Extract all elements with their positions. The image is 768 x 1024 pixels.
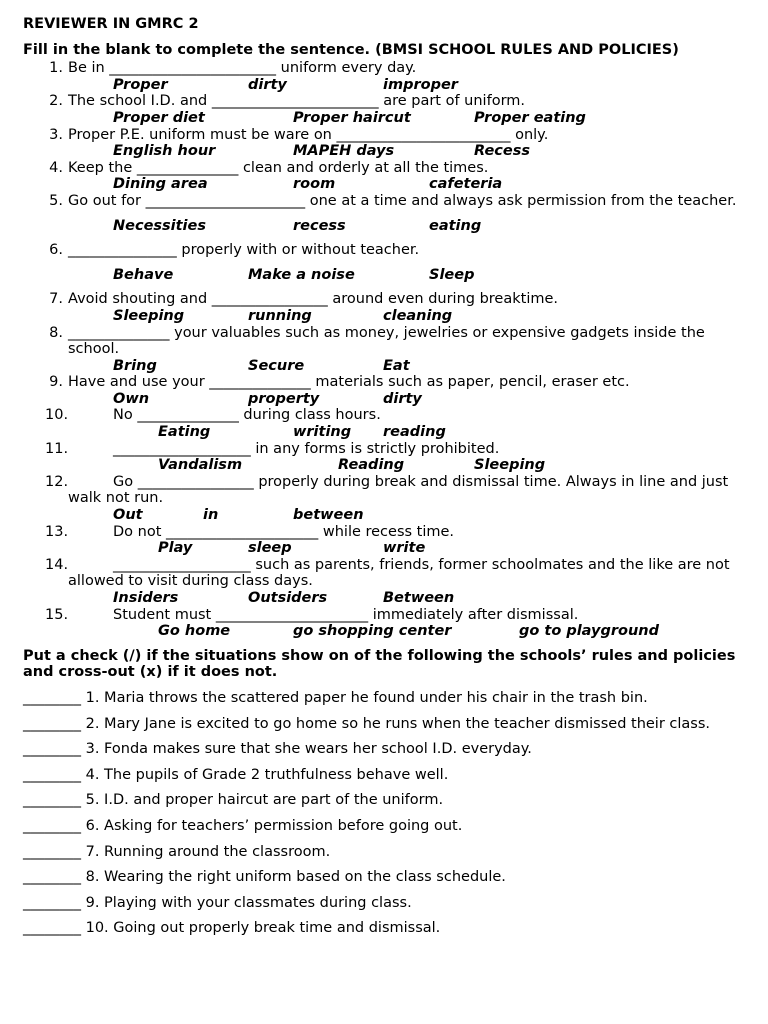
question-item <box>23 325 748 358</box>
question-item <box>23 407 748 424</box>
question-number: 5. <box>49 192 63 209</box>
situation-text: 8. Wearing the right uniform based on the class schedule. <box>85 869 506 886</box>
choice-option: in <box>203 507 219 524</box>
situation-text: 4. The pupils of Grade 2 truthfulness behave well. <box>85 766 449 783</box>
choice-option: Sleeping <box>474 457 546 474</box>
choices-row <box>23 424 748 441</box>
question-text: No ______________ during class hours. <box>113 407 381 424</box>
choices-row <box>23 457 748 474</box>
question-item <box>23 93 748 110</box>
situation-item <box>23 741 748 758</box>
choices-row <box>23 308 748 325</box>
question-text: Keep the ______________ clean and orderly at all the times. <box>68 159 489 176</box>
question-item <box>23 524 748 541</box>
question-text: Be in _______________________ uniform every day. <box>68 60 417 77</box>
question-number: 14. <box>45 556 69 573</box>
question-number: 15. <box>45 606 69 623</box>
choice-option: Eat <box>383 357 410 374</box>
question-text: Student must _____________________ immediately after dismissal. <box>113 606 579 623</box>
choice-option: recess <box>293 217 346 234</box>
choice-option: between <box>293 507 364 524</box>
choices-row <box>23 143 748 160</box>
page-title: REVIEWER IN GMRC 2 <box>23 16 199 32</box>
answer-blank[interactable]: ________ <box>23 869 81 886</box>
choice-option: go shopping center <box>293 623 452 640</box>
answer-blank[interactable]: ________ <box>23 741 81 758</box>
choice-option: property <box>248 390 320 407</box>
choices-row <box>23 590 748 607</box>
answer-blank[interactable]: ________ <box>23 843 81 860</box>
question-text: Go ________________ properly during break and dismissal time. Always in line and just walk not run. <box>68 473 729 507</box>
situation-text: 1. Maria throws the scattered paper he found under his chair in the trash bin. <box>85 689 648 706</box>
choices-row <box>23 110 748 127</box>
question-item <box>23 557 748 590</box>
question-item <box>23 374 748 391</box>
choice-option: Proper <box>113 76 168 93</box>
situation-item <box>23 690 748 707</box>
question-number: 12. <box>45 473 69 490</box>
answer-blank[interactable]: ________ <box>23 920 81 937</box>
question-item <box>23 60 748 77</box>
question-number: 6. <box>49 242 63 259</box>
situation-text: 6. Asking for teachers’ permission before going out. <box>85 817 463 834</box>
answer-blank[interactable]: ________ <box>23 792 81 809</box>
choices-row <box>23 267 748 284</box>
choice-option: room <box>293 176 336 193</box>
question-number: 10. <box>45 407 69 424</box>
part1-instruction: Fill in the blank to complete the sentence. (BMSI SCHOOL RULES AND POLICIES) <box>23 41 679 58</box>
choice-option: eating <box>429 217 482 234</box>
answer-blank[interactable]: ________ <box>23 766 81 783</box>
choices-row <box>23 507 748 524</box>
choice-option: Sleeping <box>113 307 185 324</box>
question-number: 9. <box>49 374 63 391</box>
answer-blank[interactable]: ________ <box>23 894 81 911</box>
situation-text: 3. Fonda makes sure that she wears her school I.D. everyday. <box>85 741 532 758</box>
question-text: Have and use your ______________ materials such as paper, pencil, eraser etc. <box>68 374 630 391</box>
choice-option: Proper eating <box>474 109 586 126</box>
question-number: 3. <box>49 126 63 143</box>
question-number: 2. <box>49 93 63 110</box>
situation-text: 9. Playing with your classmates during class. <box>85 894 412 911</box>
question-text: Do not _____________________ while recess time. <box>113 523 455 540</box>
question-item <box>23 441 748 458</box>
choice-option: write <box>383 540 426 557</box>
choice-option: MAPEH days <box>293 143 395 160</box>
question-text: Avoid shouting and ________________ around even during breaktime. <box>68 291 559 308</box>
choice-option: Bring <box>113 357 157 374</box>
choice-option: Behave <box>113 266 174 283</box>
part2-instruction: Put a check (/) if the situations show on of the following the schools’ rules and policies and cross-out (x) if it does not. <box>23 647 736 681</box>
answer-blank[interactable]: ________ <box>23 689 81 706</box>
choice-option: dirty <box>383 390 422 407</box>
question-text: _______________ properly with or without teacher. <box>68 242 420 259</box>
question-item <box>23 291 748 308</box>
choice-option: Eating <box>158 424 211 441</box>
choice-option: Vandalism <box>158 457 243 474</box>
part1-list <box>23 60 748 640</box>
question-text: ___________________ such as parents, friends, former schoolmates and the like are not allowed to visit during class days. <box>68 556 730 590</box>
choice-option: running <box>248 307 312 324</box>
choice-option: English hour <box>113 143 216 160</box>
situation-item <box>23 869 748 886</box>
choice-option: Own <box>113 390 150 407</box>
question-text: The school I.D. and _______________________ are part of uniform. <box>68 93 526 110</box>
choice-option: Sleep <box>429 266 475 283</box>
worksheet <box>23 16 748 937</box>
question-number: 4. <box>49 159 63 176</box>
choices-row <box>23 391 748 408</box>
question-text: ___________________ in any forms is strictly prohibited. <box>113 440 500 457</box>
situation-item <box>23 844 748 861</box>
situation-item <box>23 767 748 784</box>
choice-option: reading <box>383 424 446 441</box>
choice-option: Make a noise <box>248 266 355 283</box>
choice-option: Secure <box>248 357 305 374</box>
choice-option: writing <box>293 424 352 441</box>
choice-option: Dining area <box>113 176 208 193</box>
choice-option: sleep <box>248 540 292 557</box>
answer-blank[interactable]: ________ <box>23 817 81 834</box>
question-item <box>23 193 748 210</box>
question-text: Proper P.E. uniform must be ware on ________________________ only. <box>68 126 549 143</box>
choices-row <box>23 540 748 557</box>
situation-text: 10. Going out properly break time and dismissal. <box>85 920 441 937</box>
question-number: 13. <box>45 523 69 540</box>
choices-row <box>23 218 748 235</box>
choice-option: Go home <box>158 623 231 640</box>
choice-option: Necessities <box>113 217 206 234</box>
question-item <box>23 127 748 144</box>
situation-item <box>23 920 748 937</box>
choice-option: improper <box>383 76 458 93</box>
question-item <box>23 242 748 259</box>
choice-option: Play <box>158 540 193 557</box>
situation-item <box>23 818 748 835</box>
choice-option: Proper haircut <box>293 109 411 126</box>
choice-option: cleaning <box>383 307 453 324</box>
situation-text: 7. Running around the classroom. <box>85 843 331 860</box>
situation-text: 2. Mary Jane is excited to go home so he runs when the teacher dismissed their class. <box>85 715 711 732</box>
choice-option: Proper diet <box>113 109 205 126</box>
choices-row <box>23 176 748 193</box>
choices-row <box>23 77 748 94</box>
question-number: 1. <box>49 60 63 77</box>
situation-item <box>23 792 748 809</box>
choice-option: Out <box>113 507 143 524</box>
choice-option: Reading <box>338 457 405 474</box>
choice-option: Recess <box>474 143 530 160</box>
situation-item <box>23 895 748 912</box>
choices-row <box>23 358 748 375</box>
choice-option: dirty <box>248 76 287 93</box>
choice-option: Insiders <box>113 590 179 606</box>
situation-text: 5. I.D. and proper haircut are part of the uniform. <box>85 792 444 809</box>
choices-row <box>23 623 748 640</box>
situation-item <box>23 716 748 733</box>
part2-list <box>23 690 748 937</box>
question-item <box>23 474 748 507</box>
question-text: ______________ your valuables such as money, jewelries or expensive gadgets inside the school. <box>68 324 705 358</box>
question-item <box>23 160 748 177</box>
question-number: 11. <box>45 440 69 457</box>
choice-option: Outsiders <box>248 590 328 606</box>
question-item <box>23 607 748 624</box>
choice-option: go to playground <box>519 623 659 640</box>
answer-blank[interactable]: ________ <box>23 715 81 732</box>
choice-option: Between <box>383 590 455 606</box>
choice-option: cafeteria <box>429 176 503 193</box>
question-number: 7. <box>49 291 63 308</box>
question-number: 8. <box>49 324 63 341</box>
question-text: Go out for ______________________ one at a time and always ask permission from the teacher. <box>68 192 737 209</box>
